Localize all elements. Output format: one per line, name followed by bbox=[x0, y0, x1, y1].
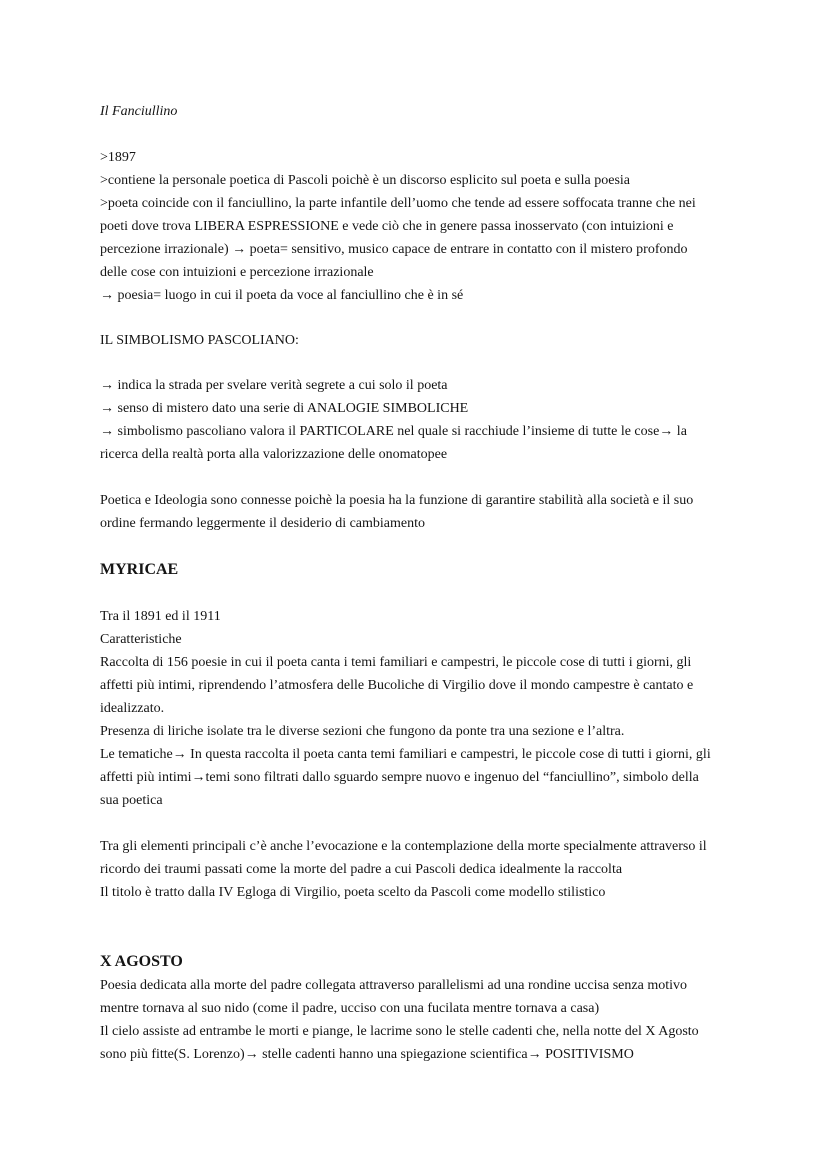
fanciullino-point-2-line: poeti dove trova LIBERA ESPRESSIONE e vede ciò che in genere passa inosservato (con intuizioni e bbox=[100, 219, 674, 234]
simbolismo-bullet-2: → senso di mistero dato una serie di ANALOGIE SIMBOLICHE bbox=[100, 401, 469, 416]
section-title-x-agosto: X AGOSTO bbox=[100, 953, 183, 970]
myricae-raccolta-line: idealizzato. bbox=[100, 701, 165, 716]
section-title-myricae: MYRICAE bbox=[100, 561, 179, 578]
agosto-poesia-line: mentre tornava al suo nido (come il padre, ucciso con una fucilata mentre tornava a casa) bbox=[100, 1001, 600, 1016]
myricae-titolo: Il titolo è tratto dalla IV Egloga di Virgilio, poeta scelto da Pascoli come modello stilistico bbox=[100, 885, 606, 900]
myricae-tematiche-line: affetti più intimi→temi sono filtrati dallo sguardo sempre nuovo e ingenuo del “fanciullino”, simbolo della bbox=[100, 770, 699, 785]
myricae-elementi-line: ricordo dei traumi passati come la morte del padre a cui Pascoli dedica idealmente la raccolta bbox=[100, 862, 623, 877]
simbolismo-bullet-3-line: → simbolismo pascoliano valora il PARTICOLARE nel quale si racchiude l’insieme di tutte le cose→ la bbox=[100, 424, 687, 439]
myricae-raccolta-line: Raccolta di 156 poesie in cui il poeta canta i temi familiari e campestri, le piccole cose di tutti i giorni, gli bbox=[100, 655, 692, 670]
myricae-elementi-line: Tra gli elementi principali c’è anche l’evocazione e la contemplazione della morte specialmente attraverso il bbox=[100, 839, 707, 854]
fanciullino-date: >1897 bbox=[100, 150, 136, 165]
myricae-tematiche-line: sua poetica bbox=[100, 793, 163, 808]
poetica-ideologia-line: ordine fermando leggermente il desiderio di cambiamento bbox=[100, 516, 425, 531]
myricae-date: Tra il 1891 ed il 1911 bbox=[100, 609, 221, 624]
myricae-caratteristiche: Caratteristiche bbox=[100, 632, 182, 647]
fanciullino-point-2-line: >poeta coincide con il fanciullino, la parte infantile dell’uomo che tende ad essere soffocata tranne che nei bbox=[100, 196, 696, 211]
fanciullino-point-2-line: delle cose con intuizioni e percezione irrazionale bbox=[100, 265, 374, 280]
fanciullino-point-3: → poesia= luogo in cui il poeta da voce al fanciullino che è in sé bbox=[100, 288, 464, 303]
myricae-presenza: Presenza di liriche isolate tra le diverse sezioni che fungono da ponte tra una sezione e l’altra. bbox=[100, 724, 625, 739]
fanciullino-point-2-line: percezione irrazionale) → poeta= sensitivo, musico capace de entrare in contatto con il mistero profondo bbox=[100, 242, 688, 257]
myricae-raccolta-line: affetti più intimi, riprendendo l’atmosfera delle Bucoliche di Virgilio dove il mondo campestre è cantato e bbox=[100, 678, 694, 693]
section-title-fanciullino: Il Fanciullino bbox=[100, 104, 178, 119]
section-title-simbolismo: IL SIMBOLISMO PASCOLIANO: bbox=[100, 333, 299, 348]
fanciullino-point-1: >contiene la personale poetica di Pascoli poichè è un discorso esplicito sul poeta e sulla poesia bbox=[100, 173, 631, 188]
agosto-cielo-line: Il cielo assiste ad entrambe le morti e piange, le lacrime sono le stelle cadenti che, nella notte del X Agosto bbox=[100, 1024, 699, 1039]
simbolismo-bullet-1: → indica la strada per svelare verità segrete a cui solo il poeta bbox=[100, 378, 448, 393]
simbolismo-bullet-3-line: ricerca della realtà porta alla valorizzazione delle onomatopee bbox=[100, 447, 448, 462]
agosto-cielo-line: sono più fitte(S. Lorenzo)→ stelle cadenti hanno una spiegazione scientifica→ POSITIVISMO bbox=[100, 1047, 634, 1062]
agosto-poesia-line: Poesia dedicata alla morte del padre collegata attraverso parallelismi ad una rondine uccisa senza motivo bbox=[100, 978, 687, 993]
poetica-ideologia-line: Poetica e Ideologia sono connesse poichè la poesia ha la funzione di garantire stabilità alla società e il suo bbox=[100, 493, 694, 508]
myricae-tematiche-line: Le tematiche→ In questa raccolta il poeta canta temi familiari e campestri, le piccole cose di tutti i giorni, gli bbox=[100, 747, 711, 762]
